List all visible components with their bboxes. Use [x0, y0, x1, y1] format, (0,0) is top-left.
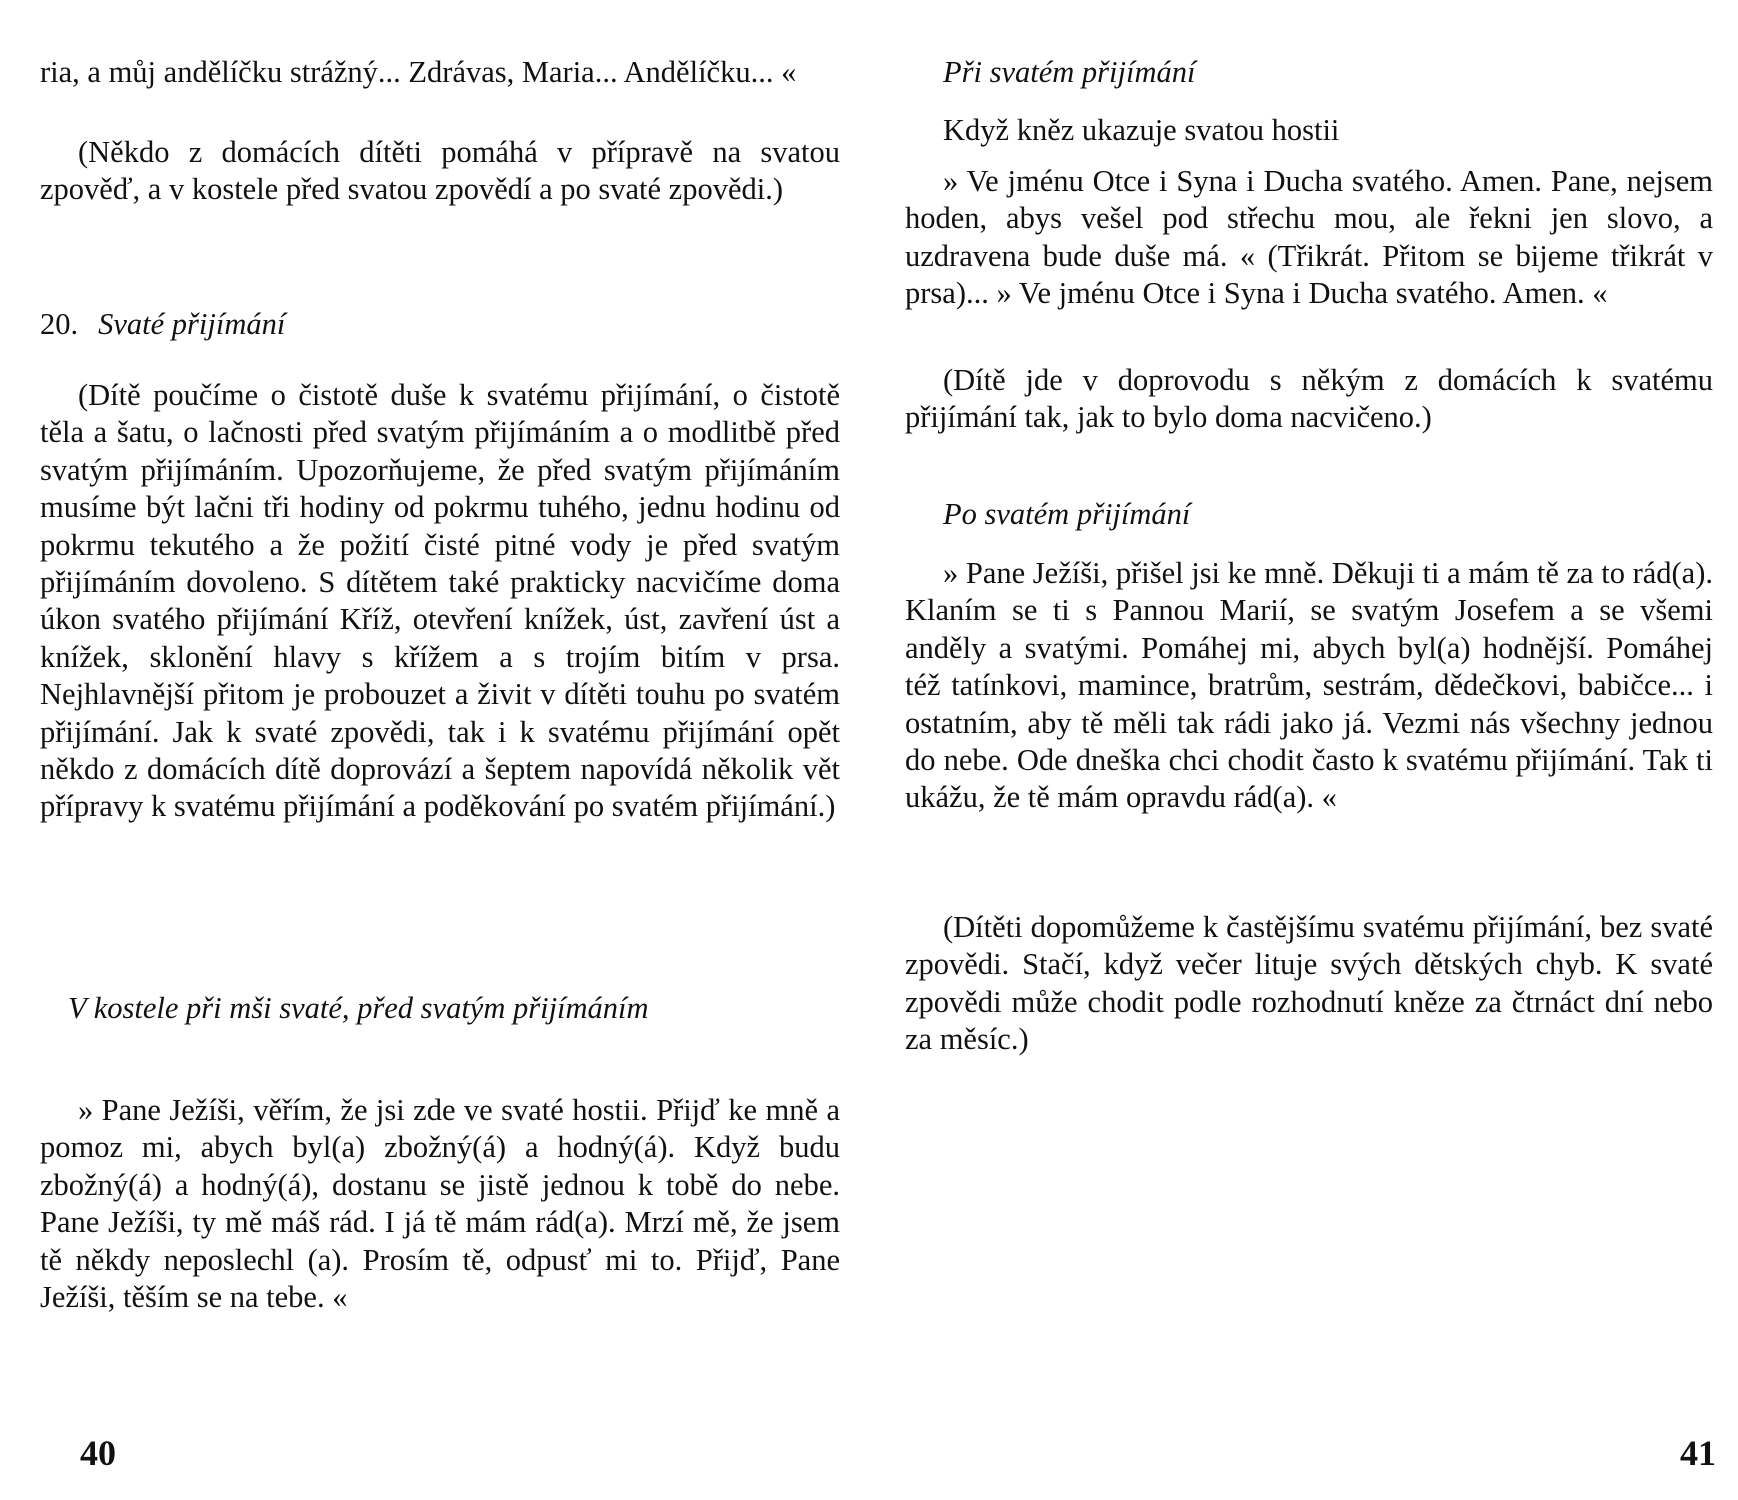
page-number-right: 41 — [1680, 1433, 1716, 1473]
page-number-left: 40 — [80, 1433, 116, 1473]
subheading-during-communion: Při svatém přijímání — [943, 55, 1196, 89]
section-number: 20. — [40, 307, 79, 341]
left-page — [40, 0, 840, 1500]
paragraph-communion-instructions: (Dítě poučíme o čistotě duše k svatému přijímání, o čistotě těla a šatu, o lačnosti před svatým přijímáním a o modlitbě před svatým přijímáním. Upozorňujeme, že před svatým přijímáním musíme být lačni tři hodiny od pokrmu tuhého, jednu hodinu od pokrmu tekutého a že požití čisté pitné vody je před svatým přijímáním dovoleno. S dítětem také prakticky nacvičíme doma úkon svatého přijímání Kříž, otevření knížek, úst, zavření úst a knížek, sklonění hlavy s křížem a s trojím bitím v prsa. Nejhlavnější přitom je probouzet a živit v dítěti touhu po svatém přijímání. Jak k svaté zpovědi, tak i k svatému přijímání opět někdo z domácích dítě doprovází a šeptem napovídá několik vět přípravy k svatému přijímání a poděkování po svatém přijímání.) — [40, 378, 840, 824]
subheading-before-communion: V kostele při mši svaté, před svatým přijímáním — [68, 991, 649, 1025]
section-heading — [40, 306, 840, 343]
paragraph-frequent-communion-note: (Dítěti dopomůžeme k častějšímu svatému přijímání, bez svaté zpovědi. Stačí, když večer lituje svých dětských chyb. K svaté zpovědi může chodit podle rozhodnutí kněze za čtrnáct dní nebo za měsíc.) — [905, 910, 1713, 1057]
paragraph-communion-prayer: » Ve jménu Otce i Syna i Ducha svatého. Amen. Pane, nejsem hoden, abys vešel pod střechu mou, ale řekni jen slovo, a uzdravena bude duše má. « (Třikrát. Přitom se bijeme třikrát v prsa)... » Ve jménu Otce i Syna i Ducha svatého. Amen. « — [905, 164, 1713, 311]
paragraph-host-shown: Když kněz ukazuje svatou hostii — [943, 113, 1340, 147]
subheading-after-communion: Po svatém přijímání — [943, 497, 1191, 531]
paragraph-confession-note: (Někdo z domácích dítěti pomáhá v přípravě na svatou zpověď, a v kostele před svatou zpovědí a po svaté zpovědi.) — [40, 135, 840, 207]
paragraph-thanksgiving-prayer: » Pane Ježíši, přišel jsi ke mně. Děkuji ti a mám tě za to rád(a). Klaním se ti s Pannou Marií, se svatým Josefem a se všemi anděly a svatými. Pomáhej mi, abych byl(a) hodnější. Pomáhej též tatínkovi, mamince, bratrům, sestrám, dědečkovi, babičce... i ostatním, aby tě měli tak rádi jako já. Vezmi nás všechny jednou do nebe. Ode dneška chci chodit často k svatému přijímání. Tak ti ukážu, že tě mám opravdu rád(a). « — [905, 556, 1713, 815]
section-title: Svaté přijímání — [98, 307, 286, 341]
right-page — [905, 0, 1713, 1500]
paragraph-prayer-before-communion: » Pane Ježíši, věřím, že jsi zde ve svaté hostii. Přijď ke mně a pomoz mi, abych byl(a) zbožný(á) a hodný(á). Když budu zbožný(á) a hodný(á), dostanu se jistě jednou k tobě do nebe. Pane Ježíši, ty mě máš rád. I já tě mám rád(a). Mrzí mě, že jsem tě někdy neposlechl (a). Prosím tě, odpusť mi to. Přijď, Pane Ježíši, těším se na tebe. « — [40, 1093, 840, 1315]
paragraph-prayer-ending: ria, a můj andělíčku strážný... Zdrávas, Maria... Andělíčku... « — [40, 55, 797, 89]
paragraph-accompaniment-note: (Dítě jde v doprovodu s někým z domácích k svatému přijímání tak, jak to bylo doma nacvičeno.) — [905, 363, 1713, 435]
